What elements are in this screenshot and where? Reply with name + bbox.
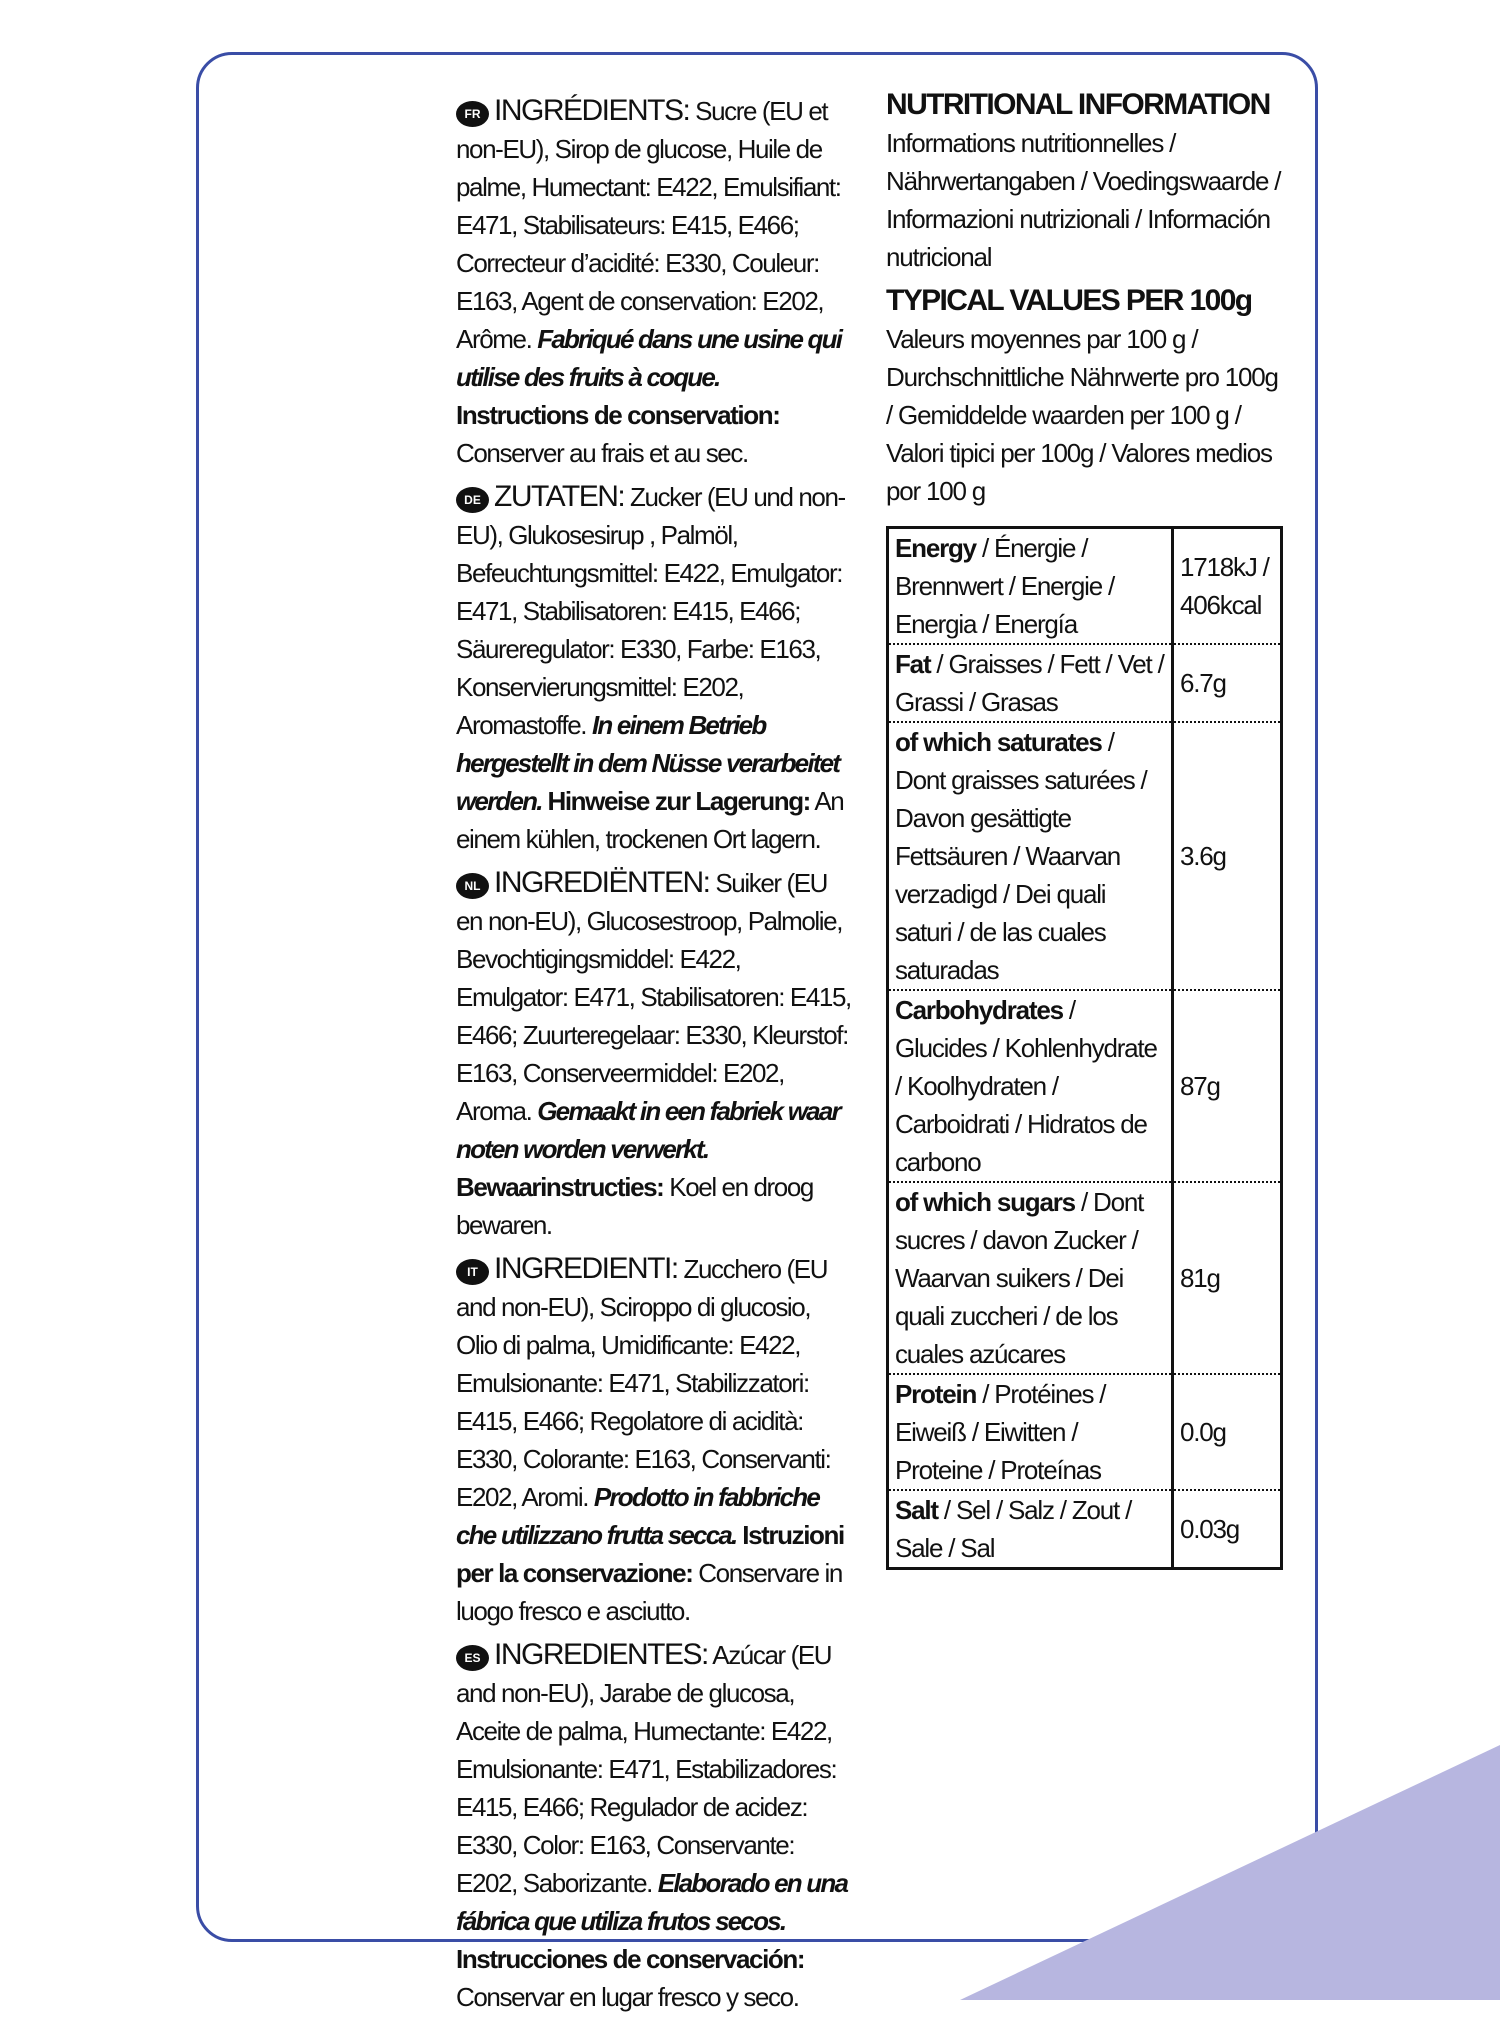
nutrient-cell (888, 1490, 1173, 1569)
allergen-warning: Fabriqué dans une usine qui utilise des fruits à coque. (456, 324, 842, 392)
typical-values-translations: Valeurs moyennes par 100 g / Durchschnittliche Nährwerte pro 100g / Gemiddelde waarden per 100 g / Valori tipici per 100g / Valores medios por 100 g (886, 324, 1278, 506)
nutrient-translations: / Graisses / Fett / Vet / Grassi / Grasas (895, 649, 1164, 717)
allergen-warning: Gemaakt in een fabriek waar noten worden verwerkt. (456, 1096, 840, 1164)
ingredients-de (456, 478, 856, 858)
ingredients-fr (456, 92, 856, 472)
ingredients-title: INGREDIENTES: (494, 1638, 708, 1671)
corner-triangle (960, 1745, 1500, 2000)
ingredients-es (456, 1636, 856, 2016)
nutrient-name: Salt (895, 1495, 938, 1525)
ingredients-title: ZUTATEN: (494, 480, 625, 513)
nutrient-value: 3.6g (1173, 722, 1282, 990)
storage-text: An einem kühlen, trockenen Ort lagern. (456, 786, 844, 854)
nutrition-heading-translations: Informations nutritionnelles / Nährwertangaben / Voedingswaarde / Informazioni nutrizionali / Información nutricional (886, 128, 1281, 272)
nutrition-row-energy (888, 528, 1282, 645)
nutrient-translations: / Dont graisses saturées / Davon gesättigte Fettsäuren / Waarvan verzadigd / Dei quali saturi / de las cuales saturadas (895, 727, 1147, 985)
nutrient-translations: / Protéines / Eiweiß / Eiwitten / Proteine / Proteínas (895, 1379, 1106, 1485)
nutrient-translations: / Sel / Salz / Zout / Sale / Sal (895, 1495, 1132, 1563)
nutrient-cell (888, 528, 1173, 645)
nutrient-value: 81g (1173, 1182, 1282, 1374)
nutrient-value: 0.03g (1173, 1490, 1282, 1569)
ingredients-title: INGREDIENTI: (494, 1252, 678, 1285)
nutrient-value: 0.0g (1173, 1374, 1282, 1490)
nutrition-row-saturates (888, 722, 1282, 990)
corner-triangle-shape (960, 1745, 1500, 2000)
storage-label: Instrucciones de conservación: (456, 1944, 805, 1974)
ingredients-text: Azúcar (EU and non-EU), Jarabe de glucosa, Aceite de palma, Humectante: E422, Emulsionante: E471, Estabilizadores: E415, E466; Regulador de acidez: E330, Color: E163, Conservante: E202, Saborizante. (456, 1640, 837, 1898)
ingredients-title: INGREDIËNTEN: (494, 866, 710, 899)
nutrient-cell (888, 1182, 1173, 1374)
allergen-warning: Prodotto in fabbriche che utilizzano frutta secca. (456, 1482, 819, 1550)
nutrient-translations: / Dont sucres / davon Zucker / Waarvan suikers / Dei quali zuccheri / de los cuales azúcares (895, 1187, 1144, 1369)
nutrition-table (886, 526, 1283, 1570)
nutrient-name: Protein (895, 1379, 977, 1409)
ingredients-nl (456, 864, 856, 1244)
nutrient-translations: / Énergie / Brennwert / Energie / Energia / Energía (895, 533, 1115, 639)
storage-label: Hinweise zur Lagerung: (541, 786, 810, 816)
nutrient-cell (888, 644, 1173, 722)
ingredients-column (456, 92, 856, 2022)
language-badge-nl: NL (456, 873, 489, 899)
ingredients-text: Suiker (EU en non-EU), Glucosestroop, Palmolie, Bevochtigingsmiddel: E422, Emulgator: E471, Stabilisatoren: E415, E466; Zuurteregelaar: E330, Kleurstof: E163, Conserveermiddel: E202, Aroma. (456, 868, 851, 1126)
storage-label: Instructions de conservation: (456, 400, 780, 430)
nutrient-name: of which saturates (895, 727, 1102, 757)
ingredients-text: Sucre (EU et non-EU), Sirop de glucose, Huile de palme, Humectant: E422, Emulsifiant: E471, Stabilisateurs: E415, E466; Correcteur d’acidité: E330, Couleur: E163, Agent de conservation: E202, Arôme. (456, 96, 841, 354)
nutrition-row-protein (888, 1374, 1282, 1490)
nutrition-column (886, 86, 1286, 1570)
allergen-warning: Elaborado en una fábrica que utiliza frutos secos. (456, 1868, 848, 1936)
nutrient-name: Energy (895, 533, 976, 563)
nutrition-row-fat (888, 644, 1282, 722)
ingredients-text: Zucchero (EU and non-EU), Sciroppo di glucosio, Olio di palma, Umidificante: E422, Emulsionante: E471, Stabilizzatori: E415, E466; Regolatore di acidità: E330, Colorante: E163, Conservanti: E202, Aromi. (456, 1254, 831, 1512)
typical-values-heading: TYPICAL VALUES PER 100g (886, 284, 1252, 317)
nutrient-cell (888, 1374, 1173, 1490)
nutrient-value: 87g (1173, 990, 1282, 1182)
language-badge-de: DE (456, 487, 489, 513)
nutrition-row-sugars (888, 1182, 1282, 1374)
storage-text: Conservar en lugar fresco y seco. (456, 1982, 799, 2012)
language-badge-fr: FR (456, 101, 489, 127)
storage-text: Conservare in luogo fresco e asciutto. (456, 1558, 842, 1626)
storage-label: Bewaarinstructies: (456, 1172, 664, 1202)
allergen-warning: In einem Betrieb hergestellt in dem Nüsse verarbeitet werden. (456, 710, 840, 816)
storage-label: Istruzioni per la conservazione: (456, 1520, 844, 1588)
nutrient-value: 6.7g (1173, 644, 1282, 722)
storage-text: Conserver au frais et au sec. (456, 438, 748, 468)
nutrition-row-salt (888, 1490, 1282, 1569)
ingredients-text: Zucker (EU und non-EU), Glukosesirup , Palmöl, Befeuchtungsmittel: E422, Emulgator: E471, Stabilisatoren: E415, E466; Säureregulator: E330, Farbe: E163, Konservierungsmittel: E202, Aromastoffe. (456, 482, 845, 740)
nutrient-name: Fat (895, 649, 931, 679)
nutrient-value: 1718kJ / 406kcal (1180, 552, 1269, 620)
nutrient-translations: / Glucides / Kohlenhydrate / Koolhydraten / Carboidrati / Hidratos de carbono (895, 995, 1157, 1177)
nutrition-row-carbohydrates (888, 990, 1282, 1182)
nutrient-cell (888, 722, 1173, 990)
nutrient-cell (888, 990, 1173, 1182)
language-badge-it: IT (456, 1259, 489, 1285)
ingredients-it (456, 1250, 856, 1630)
language-badge-es: ES (456, 1645, 489, 1671)
nutrition-heading: NUTRITIONAL INFORMATION (886, 88, 1270, 121)
nutrient-name: Carbohydrates (895, 995, 1063, 1025)
storage-text: Koel en droog bewaren. (456, 1172, 813, 1240)
ingredients-title: INGRÉDIENTS: (494, 94, 690, 127)
nutrient-name: of which sugars (895, 1187, 1075, 1217)
